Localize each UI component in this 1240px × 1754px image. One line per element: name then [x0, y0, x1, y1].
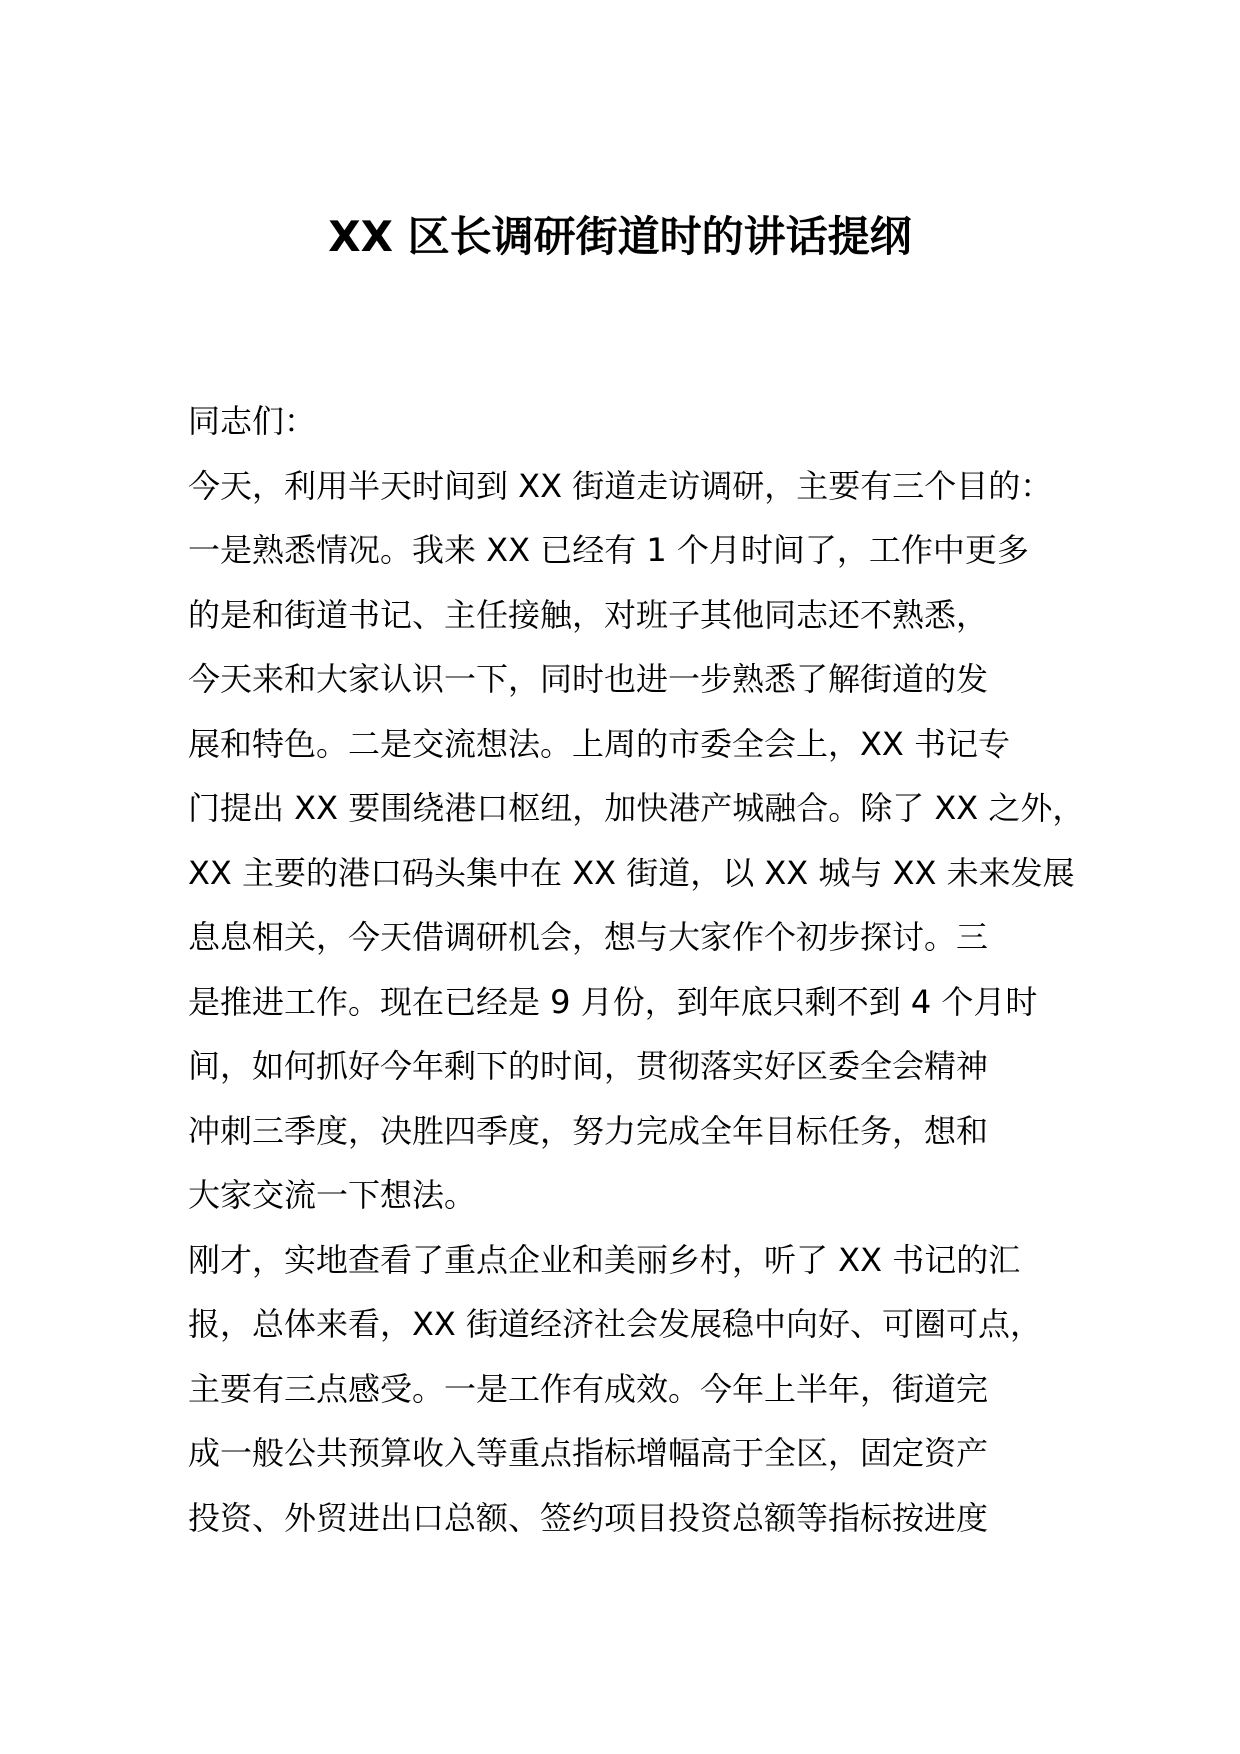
body-line: 报，总体来看，XX 街道经济社会发展稳中向好、可圈可点，	[188, 1305, 1043, 1343]
body-line: 间，如何抓好今年剩下的时间，贯彻落实好区委全会精神	[188, 1047, 989, 1085]
body-line: 展和特色。二是交流想法。上周的市委全会上，XX 书记专	[188, 724, 1011, 763]
body-line: 的是和街道书记、主任接触，对班子其他同志还不熟悉，	[188, 595, 989, 634]
body-line: 冲刺三季度，决胜四季度，努力完成全年目标任务，想和	[188, 1111, 989, 1150]
body-line: 刚才，实地查看了重点企业和美丽乡村，听了 XX 书记的汇	[188, 1240, 1021, 1279]
document-title: XX 区长调研街道时的讲话提纲	[328, 212, 912, 261]
document-body	[188, 389, 1088, 1550]
body-line: 同志们：	[188, 402, 317, 440]
body-line: 投资、外贸进出口总额、签约项目投资总额等指标按进度	[188, 1498, 989, 1537]
body-line: 一是熟悉情况。我来 XX 已经有 1 个月时间了，工作中更多	[188, 531, 1029, 569]
body-line: 主要有三点感受。一是工作有成效。今年上半年，街道完	[188, 1369, 989, 1408]
body-line: XX 主要的港口码头集中在 XX 街道，以 XX 城与 XX 未来发展	[188, 853, 1075, 892]
body-line: 息息相关，今天借调研机会，想与大家作个初步探讨。三	[188, 918, 989, 956]
body-line: 成一般公共预算收入等重点指标增幅高于全区，固定资产	[188, 1434, 989, 1472]
body-line: 今天来和大家认识一下，同时也进一步熟悉了解街道的发	[188, 660, 989, 698]
body-line: 门提出 XX 要围绕港口枢纽，加快港产城融合。除了 XX 之外，	[188, 789, 1085, 827]
body-line: 大家交流一下想法。	[188, 1176, 477, 1214]
body-line: 是推进工作。现在已经是 9 月份，到年底只剩不到 4 个月时	[188, 982, 1038, 1021]
body-line: 今天，利用半天时间到 XX 街道走访调研，主要有三个目的：	[188, 466, 1053, 505]
